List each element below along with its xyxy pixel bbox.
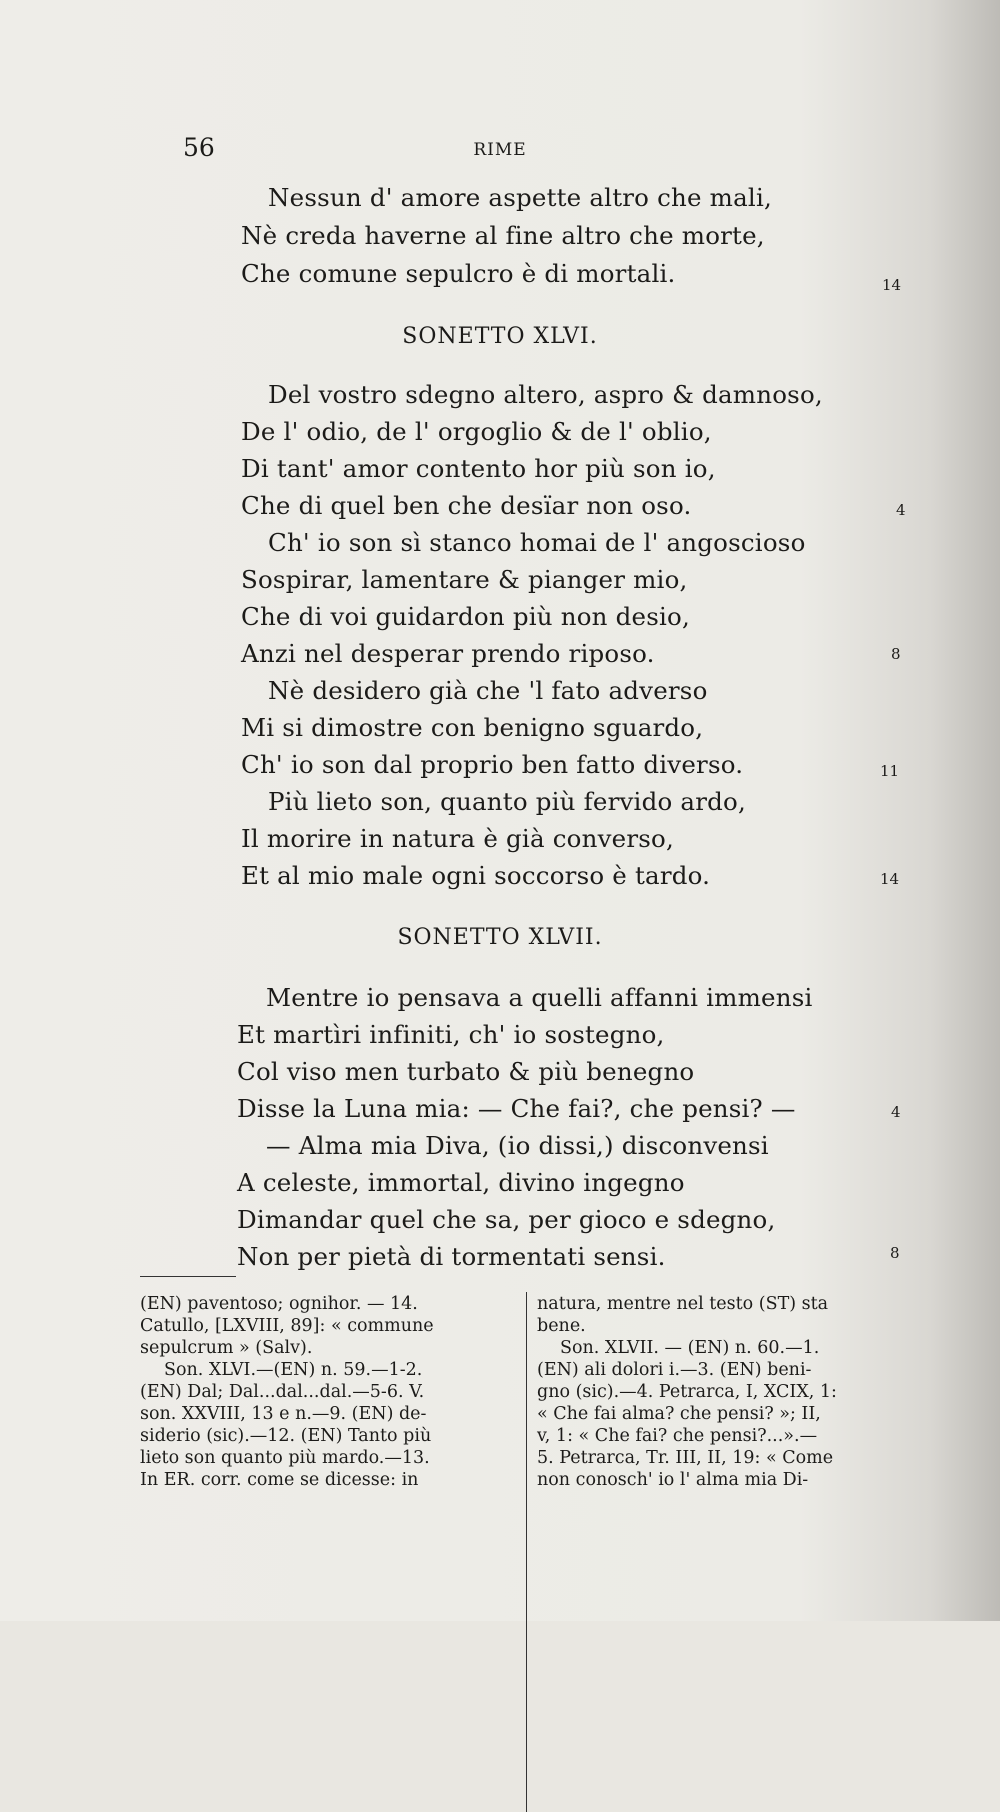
poem-line: Et al mio male ogni soccorso è tardo. xyxy=(241,861,711,890)
line-number: 8 xyxy=(890,1244,900,1262)
poem-line: Mi si dimostre con benigno sguardo, xyxy=(241,713,704,742)
footnote-line: gno (sic).—4. Petrarca, I, XCIX, 1: xyxy=(537,1382,837,1402)
poem-line: Ch' io son sì stanco homai de l' angoscioso xyxy=(268,528,806,557)
footnote-line: Son. XLVI.—(EN) n. 59.—1-2. xyxy=(164,1360,423,1380)
poem-line: Che di quel ben che desïar non oso. xyxy=(241,491,692,520)
poem-line: Mentre io pensava a quelli affanni immensi xyxy=(266,983,813,1012)
page-number: 56 xyxy=(183,133,215,162)
poem-line: Anzi nel desperar prendo riposo. xyxy=(241,639,655,668)
poem-line: Nè creda haverne al fine altro che morte, xyxy=(241,221,765,250)
footnote-line: siderio (sic).—12. (EN) Tanto più xyxy=(140,1426,432,1446)
footnote-line: (EN) ali dolori i.—3. (EN) beni- xyxy=(537,1360,812,1380)
footnote-line: non conosch' io l' alma mia Di- xyxy=(537,1470,809,1490)
line-number: 11 xyxy=(880,762,900,780)
sonnet-title: SONETTO XLVII. xyxy=(397,925,603,950)
poem-line: Col viso men turbato & più benegno xyxy=(237,1057,695,1086)
poem-line: Et martìri infiniti, ch' io sostegno, xyxy=(237,1020,665,1049)
footnote-line: In ER. corr. come se dicesse: in xyxy=(140,1470,419,1490)
footnote-line: v, 1: « Che fai? che pensi?...».— xyxy=(537,1426,818,1446)
footnote-line: son. XXVIII, 13 e n.—9. (EN) de- xyxy=(140,1404,427,1424)
poem-line: Ch' io son dal proprio ben fatto diverso. xyxy=(241,750,744,779)
poem-line: Sospirar, lamentare & pianger mio, xyxy=(241,565,688,594)
footnote-line: Son. XLVII. — (EN) n. 60.—1. xyxy=(560,1338,820,1358)
poem-line: Non per pietà di tormentati sensi. xyxy=(237,1242,666,1271)
sonnet-title: SONETTO XLVI. xyxy=(402,324,598,349)
poem-line: Nessun d' amore aspette altro che mali, xyxy=(268,183,772,212)
poem-line: A celeste, immortal, divino ingegno xyxy=(237,1168,685,1197)
poem-line: — Alma mia Diva, (io dissi,) disconvensi xyxy=(266,1131,769,1160)
footnote-line: lieto son quanto più mardo.—13. xyxy=(140,1448,430,1468)
poem-line: Nè desidero già che 'l fato adverso xyxy=(268,676,708,705)
line-number: 14 xyxy=(882,276,902,294)
poem-line: Del vostro sdegno altero, aspro & damnoso, xyxy=(268,380,823,409)
footnote-line: bene. xyxy=(537,1316,586,1336)
line-number: 4 xyxy=(891,1103,901,1121)
line-number: 8 xyxy=(891,645,901,663)
footnote-rule xyxy=(140,1276,236,1277)
poem-line: Disse la Luna mia: — Che fai?, che pensi? — xyxy=(237,1094,796,1123)
footnote-line: (EN) Dal; Dal...dal...dal.—5-6. V. xyxy=(140,1382,425,1402)
footnote-line: Catullo, [LXVIII, 89]: « commune xyxy=(140,1316,434,1336)
poem-line: Che di voi guidardon più non desio, xyxy=(241,602,690,631)
footnote-column-separator xyxy=(526,1292,527,1812)
poem-line: Di tant' amor contento hor più son io, xyxy=(241,454,716,483)
poem-line: Dimandar quel che sa, per gioco e sdegno, xyxy=(237,1205,776,1234)
poem-line: Che comune sepulcro è di mortali. xyxy=(241,259,676,288)
poem-line: De l' odio, de l' orgoglio & de l' oblio, xyxy=(241,417,712,446)
footnote-line: natura, mentre nel testo (ST) sta xyxy=(537,1294,829,1314)
footnote-line: sepulcrum » (Salv). xyxy=(140,1338,313,1358)
line-number: 4 xyxy=(896,501,906,519)
line-number: 14 xyxy=(880,870,900,888)
poem-line: Più lieto son, quanto più fervido ardo, xyxy=(268,787,746,816)
running-head: RIME xyxy=(473,140,527,160)
poem-line: Il morire in natura è già converso, xyxy=(241,824,674,853)
footnote-line: 5. Petrarca, Tr. III, II, 19: « Come xyxy=(537,1448,834,1468)
footnote-line: (EN) paventoso; ognihor. — 14. xyxy=(140,1294,418,1314)
footnote-line: « Che fai alma? che pensi? »; II, xyxy=(537,1404,821,1424)
